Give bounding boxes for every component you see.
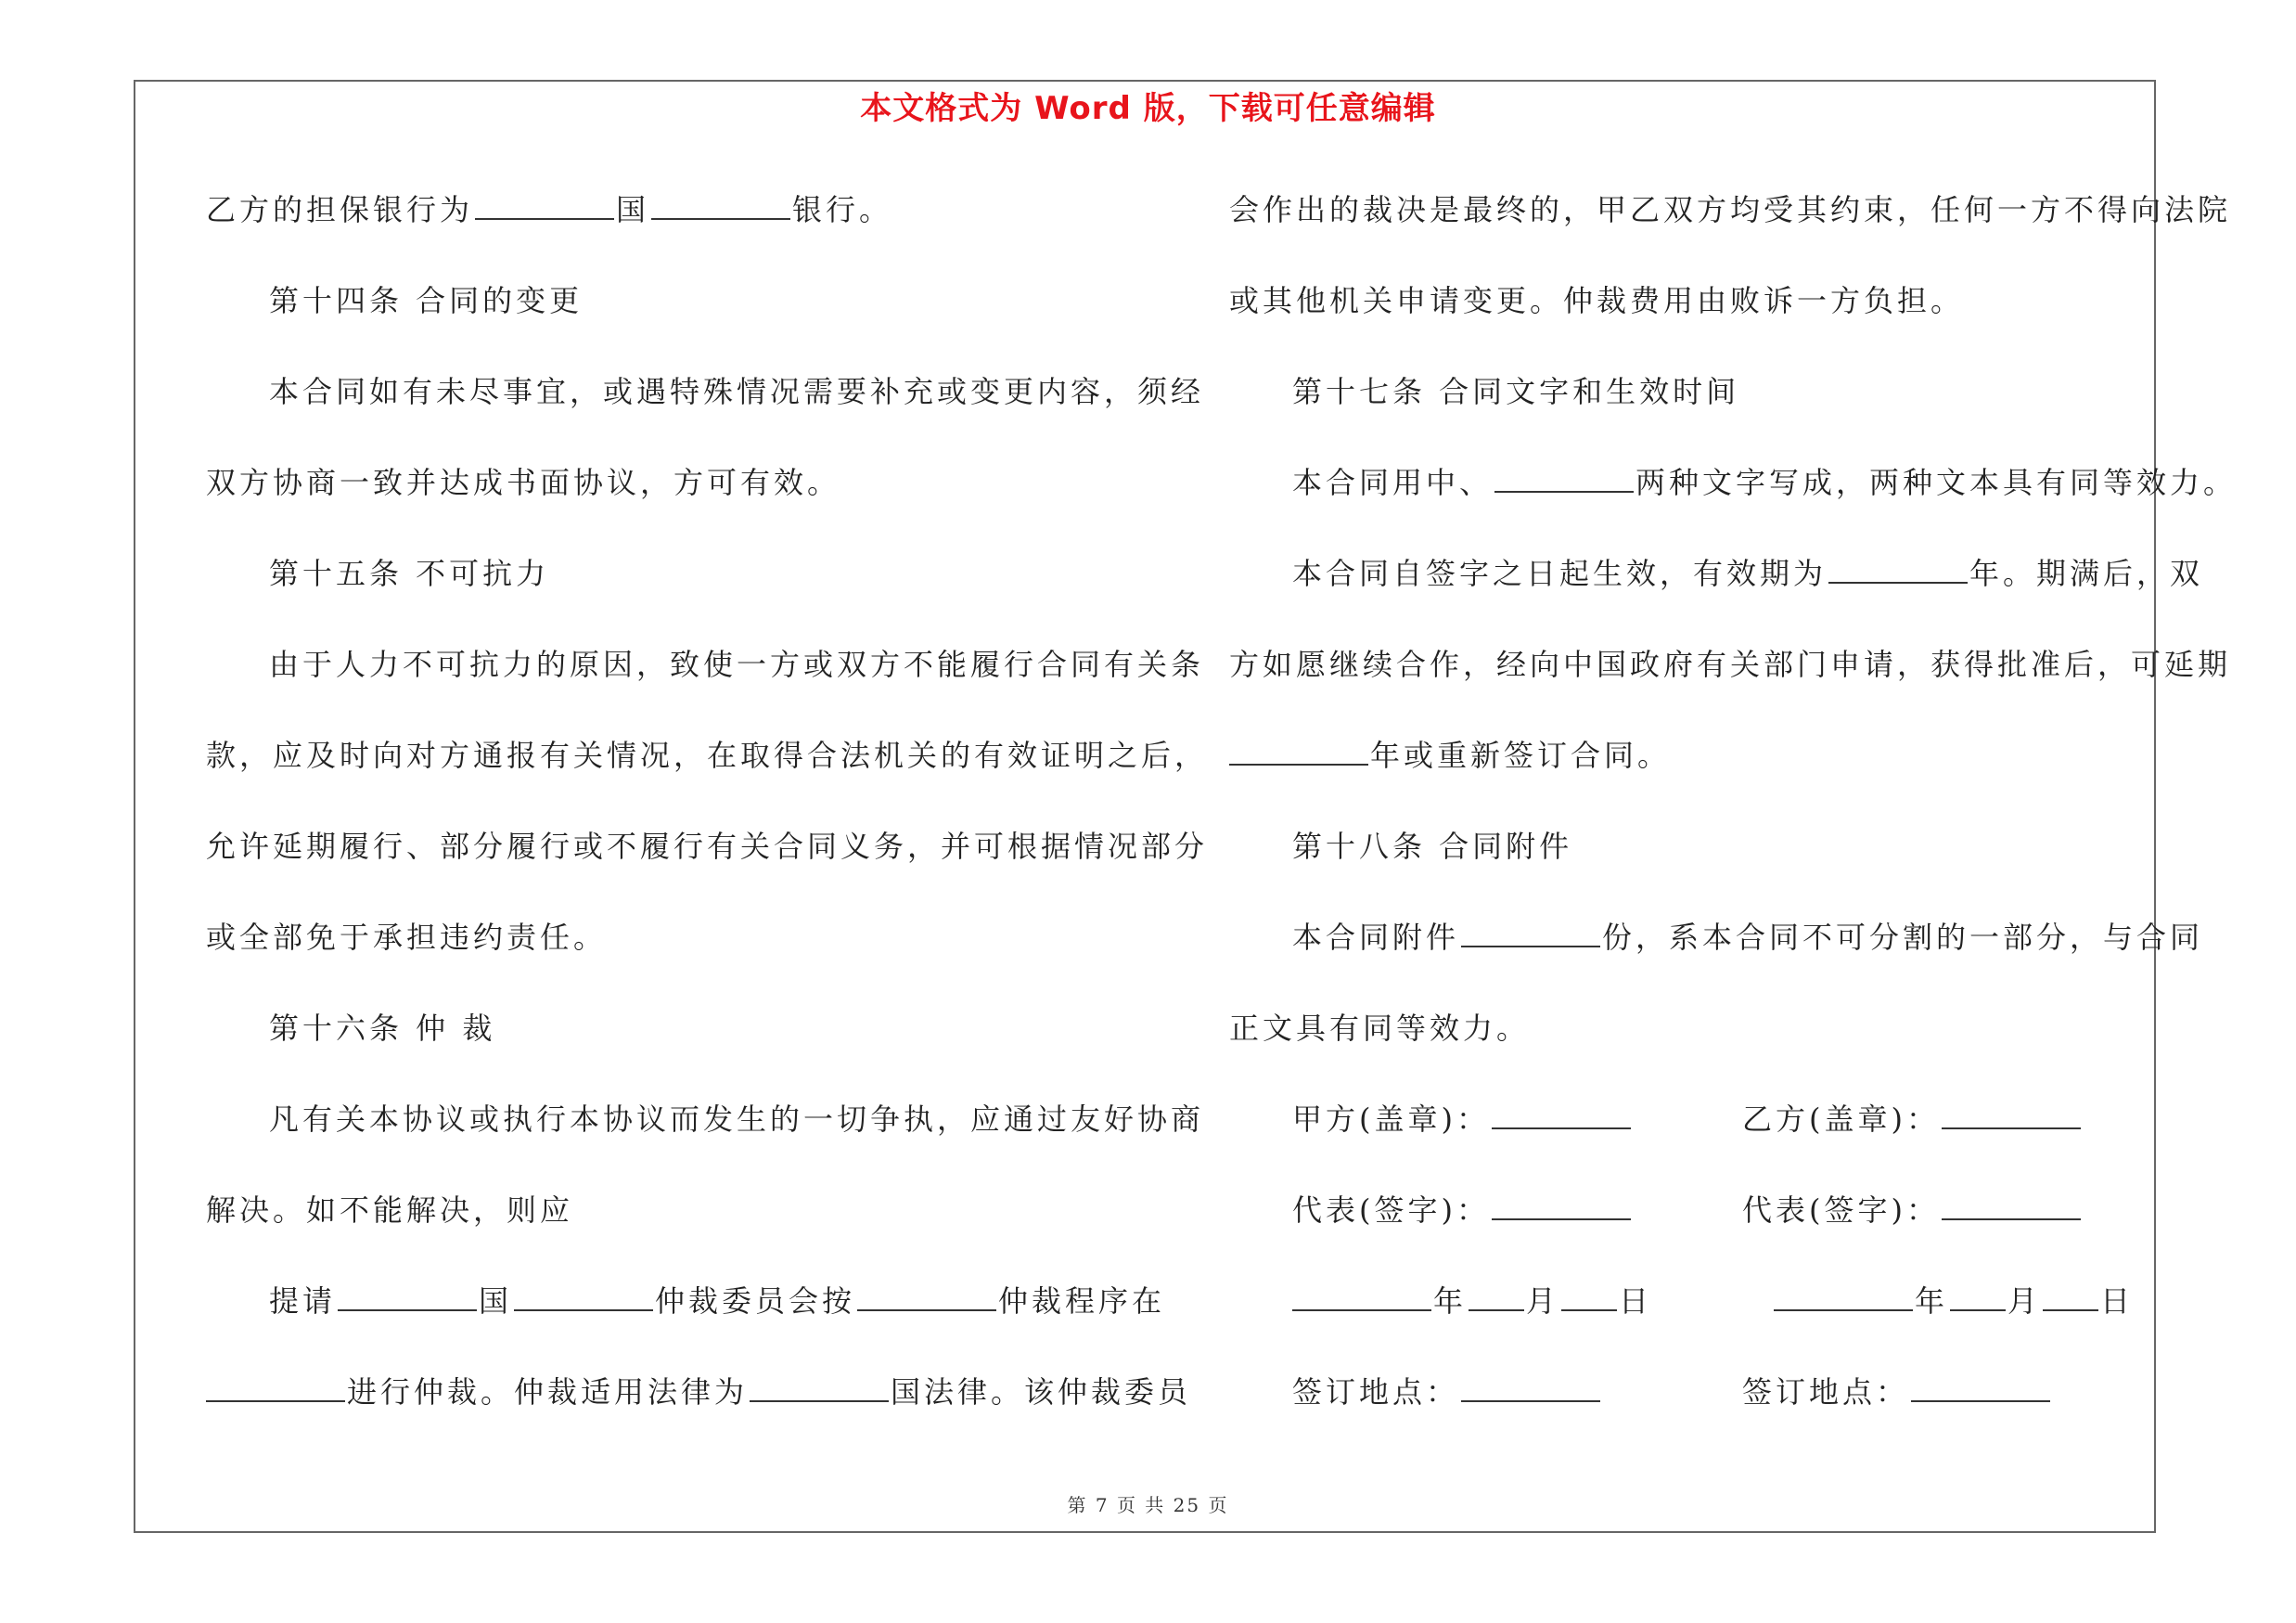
year-label: 年: [1433, 1283, 1468, 1319]
month-field[interactable]: [1469, 1282, 1524, 1311]
day-label: 日: [2100, 1283, 2135, 1319]
date-b-line: [1772, 1281, 2134, 1321]
blank-field[interactable]: [1494, 463, 1634, 493]
text: 年或重新签订合同。: [1370, 738, 1672, 773]
paragraph-line: 方如愿继续合作，经向中国政府有关部门申请，获得批准后，可延期: [1229, 647, 2232, 682]
year-field[interactable]: [1292, 1282, 1431, 1311]
blank-field[interactable]: [206, 1372, 345, 1402]
text: 年。期满后，双: [1969, 556, 2204, 591]
day-field[interactable]: [1561, 1282, 1617, 1311]
rep-b-label: 代表(签字)：: [1742, 1192, 1940, 1228]
paragraph-line: 双方协商一致并达成书面协议，方可有效。: [206, 465, 841, 500]
blank-field[interactable]: [857, 1282, 996, 1311]
rep-b-field[interactable]: [1942, 1191, 2081, 1220]
text: 国: [479, 1283, 513, 1319]
place-a-line: [1292, 1372, 1602, 1412]
place-a-field[interactable]: [1461, 1372, 1600, 1402]
validity-line: [1292, 553, 2203, 594]
extension-line: [1227, 735, 1671, 776]
party-b-seal-field[interactable]: [1942, 1100, 2081, 1129]
place-b-line: [1742, 1372, 2052, 1412]
languages-line: [1292, 462, 2237, 503]
paragraph-line: 或全部免于承担违约责任。: [206, 920, 608, 955]
year-field[interactable]: [1774, 1282, 1913, 1311]
paragraph-line: 本合同如有未尽事宜，或遇特殊情况需要补充或变更内容，须经: [269, 374, 1205, 409]
article-18-heading: 第十八条 合同附件: [1292, 829, 1573, 864]
text: 国: [616, 192, 650, 227]
text: 仲裁委员会按: [655, 1283, 856, 1319]
paragraph-line: 款，应及时向对方通报有关情况，在取得合法机关的有效证明之后，: [206, 738, 1209, 773]
article-14-heading: 第十四条 合同的变更: [269, 283, 584, 318]
article-16-heading: 第十六条 仲 裁: [269, 1011, 496, 1046]
text: 银行。: [792, 192, 893, 227]
paragraph-line: 或其他机关申请变更。仲裁费用由败诉一方负担。: [1229, 283, 1965, 318]
rep-a-field[interactable]: [1492, 1191, 1631, 1220]
day-field[interactable]: [2043, 1282, 2098, 1311]
paragraph-line: 正文具有同等效力。: [1229, 1011, 1531, 1046]
place-a-label: 签订地点：: [1292, 1374, 1460, 1410]
paragraph-line: 由于人力不可抗力的原因，致使一方或双方不能履行合同有关条: [269, 647, 1205, 682]
paragraph-line: 会作出的裁决是最终的，甲乙双方均受其约束，任何一方不得向法院: [1229, 192, 2232, 227]
blank-field[interactable]: [651, 190, 790, 220]
arbitration-line: [269, 1281, 1165, 1321]
article-17-heading: 第十七条 合同文字和生效时间: [1292, 374, 1740, 409]
page-number: 第 7 页 共 25 页: [1067, 1494, 1229, 1516]
party-b-seal-label: 乙方(盖章)：: [1742, 1101, 1940, 1137]
month-label: 月: [1526, 1283, 1560, 1319]
text: 提请: [269, 1283, 337, 1319]
party-b-seal-line: [1742, 1099, 2083, 1140]
place-b-field[interactable]: [1911, 1372, 2050, 1402]
article-15-heading: 第十五条 不可抗力: [269, 556, 550, 591]
paragraph-line: 凡有关本协议或执行本协议而发生的一切争执，应通过友好协商: [269, 1101, 1205, 1137]
blank-field[interactable]: [338, 1282, 477, 1311]
text: 本合同自签字之日起生效，有效期为: [1292, 556, 1828, 591]
blank-field[interactable]: [475, 190, 614, 220]
rep-b-line: [1742, 1190, 2083, 1230]
blank-field[interactable]: [1828, 554, 1968, 584]
month-label: 月: [2007, 1283, 2042, 1319]
year-label: 年: [1915, 1283, 1949, 1319]
attachments-line: [1292, 917, 2203, 958]
blank-field[interactable]: [1461, 918, 1600, 947]
rep-a-label: 代表(签字)：: [1292, 1192, 1490, 1228]
month-field[interactable]: [1950, 1282, 2006, 1311]
party-a-seal-field[interactable]: [1492, 1100, 1631, 1129]
text: 进行仲裁。仲裁适用法律为: [347, 1374, 749, 1410]
text: 两种文字写成，两种文本具有同等效力。: [1635, 465, 2238, 500]
blank-field[interactable]: [514, 1282, 653, 1311]
party-a-seal-label: 甲方(盖章)：: [1292, 1101, 1490, 1137]
guarantor-bank-line: [206, 189, 892, 230]
text: 仲裁程序在: [998, 1283, 1166, 1319]
text: 乙方的担保银行为: [206, 192, 474, 227]
text: 本合同用中、: [1292, 465, 1494, 500]
day-label: 日: [1619, 1283, 1653, 1319]
text: 本合同附件: [1292, 920, 1460, 955]
rep-a-line: [1292, 1190, 1633, 1230]
place-b-label: 签订地点：: [1742, 1374, 1910, 1410]
blank-field[interactable]: [750, 1372, 889, 1402]
paragraph-line: 解决。如不能解决，则应: [206, 1192, 574, 1228]
blank-field[interactable]: [1229, 736, 1368, 766]
arbitration-law-line: [204, 1372, 1191, 1412]
text: 份，系本合同不可分割的一部分，与合同: [1602, 920, 2204, 955]
paragraph-line: 允许延期履行、部分履行或不履行有关合同义务，并可根据情况部分: [206, 829, 1209, 864]
editable-format-banner: 本文格式为 Word 版，下载可任意编辑: [860, 90, 1436, 127]
text: 国法律。该仲裁委员: [891, 1374, 1192, 1410]
party-a-seal-line: [1292, 1099, 1633, 1140]
date-a-line: [1290, 1281, 1652, 1321]
